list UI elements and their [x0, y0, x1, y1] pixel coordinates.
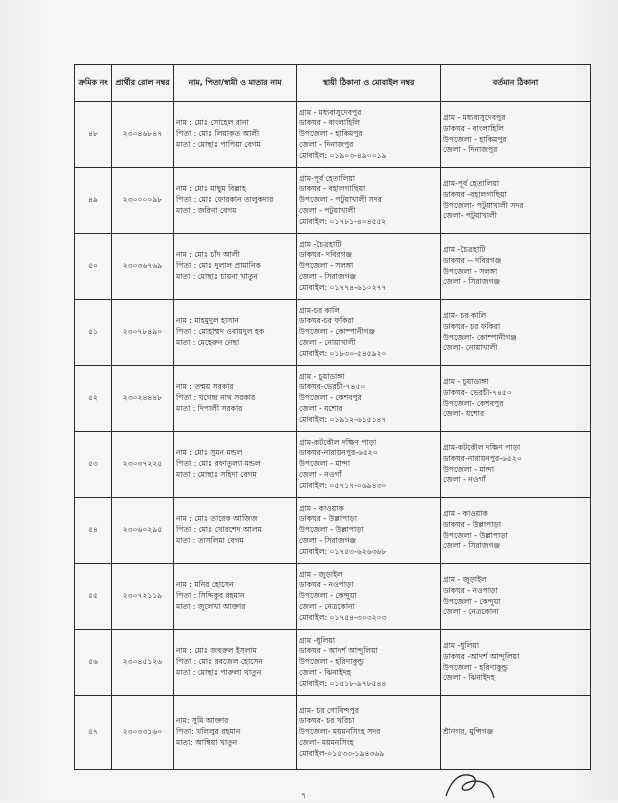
roll-cell: ২৩০৩৩১৬০	[112, 696, 174, 770]
current-address-cell	[441, 234, 591, 300]
text-line: পিতা : খগেন্দ্র নাথ সরকার	[176, 393, 256, 403]
name-cell	[174, 366, 297, 432]
text-line: নাম : মাহমুদুল হাসান	[176, 316, 239, 326]
permanent-address-cell	[297, 234, 441, 300]
name-cell	[174, 696, 297, 770]
text-line: নাম : মনির হোসেন	[176, 580, 234, 590]
text-line: ডাকঘর -বহালগাছিয়া	[443, 189, 507, 199]
text-line: জেলা - যশোর	[299, 403, 343, 413]
text-line: মোবাইল: ০৫৭১৭-০৬৯৪৩০	[299, 480, 387, 490]
permanent-address-cell	[297, 168, 441, 234]
text-line: জেলা- পটুয়াখালী	[443, 211, 497, 221]
text-line: জেলা- ময়মনসিংহ	[299, 737, 354, 747]
text-line: জেলা - পটুয়াখালী	[299, 205, 356, 215]
name-cell	[174, 630, 297, 696]
page-number: ৭	[301, 791, 307, 800]
table-row	[75, 630, 591, 696]
text-line: উপজেলা - উল্লাপাড়া	[299, 525, 364, 535]
text-line: ডাকঘর- ভেরচী-৭৪৫০	[443, 387, 512, 397]
text-line: উপজেলা - উল্লাপাড়া	[443, 530, 508, 540]
text-line: গ্রাম - কাওয়াক	[299, 503, 344, 513]
text-line: গ্রাম -ধুলিয়া	[443, 640, 480, 650]
text-line: মাতা : মোছাঃ পাপিয়া বেগম	[176, 139, 261, 149]
text-line: মোবাইল: ০১৭৫৪-৩০৩২০৩	[299, 612, 387, 622]
text-line: উপজেলা- ময়মনসিংহ সদর	[299, 727, 381, 737]
candidate-table	[74, 64, 591, 770]
text-line: জেলা - নওগাঁ	[443, 475, 486, 485]
serial-cell: ৫৭	[75, 696, 112, 770]
text-line: উপজেলা - মান্দা	[443, 464, 495, 474]
text-line: মাতা : তাসলিমা বেগম	[176, 535, 244, 545]
text-line: ডাকঘর - উল্লাপাড়া	[299, 514, 358, 524]
text-line: জেলা - ঝিনাইদহ	[443, 673, 495, 683]
text-line: নাম: সুমি আক্তার	[176, 716, 229, 726]
serial-cell: ৫৪	[75, 498, 112, 564]
text-line: গ্রাম - জুড়াইল	[299, 569, 343, 579]
name-cell	[174, 498, 297, 564]
text-line: উপজেলা - কেন্দুয়া	[299, 591, 357, 601]
text-line: নাম : তন্ময় সরকার	[176, 382, 234, 392]
text-line: নাম : মোঃ তারেক আজিজ	[176, 514, 258, 524]
text-line: উপজেলা - মান্দা	[299, 459, 351, 469]
header-roll: প্রার্থীর রোল নম্বর	[112, 65, 174, 102]
text-line: মাতা : মোছাঃ সহিদা বেগম	[176, 469, 257, 479]
current-address-cell	[441, 432, 591, 498]
text-line: উপজেলা - হরিণাকুন্ডু	[443, 662, 508, 672]
permanent-address-cell	[297, 498, 441, 564]
name-cell	[174, 234, 297, 300]
serial-cell: ৪৮	[75, 102, 112, 168]
name-cell	[174, 432, 297, 498]
text-line: মোবাইল: ০১৮৩০-৫৪৫৯২০	[299, 348, 387, 358]
text-line: নাম : মোঃ জহুরুল ইসলাম	[176, 646, 257, 656]
roll-cell: ২৩০৪৬৮৪৭	[112, 102, 174, 168]
name-cell	[174, 102, 297, 168]
header-current-address: বর্তমান ঠিকানা	[441, 65, 591, 102]
current-address-cell	[441, 696, 591, 770]
text-line: ডাকঘর - নওপাড়া	[443, 585, 498, 595]
text-line: উপজেলা - কেশবপুর	[299, 393, 362, 403]
table-row	[75, 564, 591, 630]
permanent-address-cell	[297, 564, 441, 630]
text-line: পিতা : মোঃ রফাতুল্যা মন্ডল	[176, 459, 261, 469]
text-line: পিতা : মোঃ লিয়াকত আলী	[176, 129, 260, 139]
text-line: মোবাইল: ০১৯১২-৬১৫১৪৭	[299, 414, 387, 424]
permanent-address-cell	[297, 696, 441, 770]
text-line: ডাকঘর - বহালগাছিয়া	[299, 184, 366, 194]
table-row	[75, 498, 591, 564]
current-address-cell	[441, 300, 591, 366]
text-line: উপজেলা - সলঙ্গা	[299, 261, 354, 271]
roll-cell: ২৩০৩৬৭৬৯	[112, 234, 174, 300]
serial-cell: ৫৩	[75, 432, 112, 498]
text-line: গ্রাম -ধুলিয়া	[299, 635, 336, 645]
permanent-address-cell	[297, 432, 441, 498]
text-line: নাম : মোঃ সুমন মন্ডল	[176, 448, 243, 458]
text-line: ডাকঘর-চর ফকিরা	[299, 316, 354, 326]
roll-cell: ২৩০৩৭২২৫	[112, 432, 174, 498]
table-row	[75, 432, 591, 498]
text-line: মোবাইল: ০১৭৫৩-৬২৬৩৬৮	[299, 546, 387, 556]
text-line: মোবাইল: ০১৭৭৪-৬১০২৭৭	[299, 282, 387, 292]
text-line: জেলা - সিরাজগঞ্জ	[299, 535, 357, 545]
text-line: ডাকঘর-নারায়নপুর-৬৫২০	[443, 453, 522, 463]
name-cell	[174, 300, 297, 366]
text-line: উপজেলা - কেন্দুয়া	[443, 596, 501, 606]
table-row	[75, 102, 591, 168]
text-line: উপজেলা - হাকিমপুর	[443, 134, 507, 144]
text-line: গ্রাম- চর গোবিন্দপুর	[299, 705, 360, 715]
text-line: ডাকঘর- দবিরগঞ্জ	[299, 250, 353, 260]
serial-cell: ৫৫	[75, 564, 112, 630]
text-line: পিতা : মোঃ ফোরকান তালুকদার	[176, 195, 274, 205]
text-line: মাতা : জুলেখা আক্তার	[176, 601, 246, 611]
text-line: ডাকঘর- চর খরিচা	[299, 716, 355, 726]
header-serial: ক্রমিক নং	[75, 65, 112, 102]
text-line: জেলা - নোয়াখালী	[299, 337, 356, 347]
text-line: জেলা - দিনাজপুর	[443, 145, 498, 155]
text-line: জেলা - নেত্রকোনা	[443, 607, 499, 617]
text-line: জেলা - ঝিনাইদহ	[299, 667, 351, 677]
text-line: পিতা : মোহাম্মদ ওবায়দুল হক	[176, 327, 265, 337]
current-address-cell	[441, 168, 591, 234]
text-line: ডাকঘর-নারায়নপুর-৬৫২০	[299, 448, 378, 458]
roll-cell: ২৩০৬০২৯৫	[112, 498, 174, 564]
current-address-cell	[441, 102, 591, 168]
text-line: জেলা - নেত্রকোনা	[299, 601, 355, 611]
text-line: ডাকঘর - উল্লাপাড়া	[443, 519, 502, 529]
text-line: মোবাইল: ০১৫১৮-৯৭৮৫৪৪	[299, 678, 387, 688]
roll-cell: ২৩০৭৮৪৯০	[112, 300, 174, 366]
text-line: মাতা : জরিনা বেগম	[176, 205, 237, 215]
text-line: পিতা : মোঃ খোরশেদ আলম	[176, 525, 262, 535]
text-line: গ্রাম -চৈত্রহাটি	[443, 244, 486, 254]
text-line: পিতা : মোঃ দুলাল প্রামানিক	[176, 261, 261, 271]
text-line: মাতা : মোছাঃ চায়না খাতুন	[176, 271, 258, 281]
name-cell	[174, 168, 297, 234]
text-line: গ্রাম - মধ্যবাসুদেবপুর	[299, 107, 362, 117]
table-row	[75, 366, 591, 432]
text-line: পিতা : মোঃ রবজেল হোসেন	[176, 657, 263, 667]
text-line: গ্রাম - চুয়াডাঙ্গা	[299, 371, 345, 381]
header-permanent-address: স্থায়ী ঠিকানা ও মোবাইল নম্বর	[297, 65, 441, 102]
text-line: পিতা: খলিলুর রহমান	[176, 727, 241, 737]
text-line: ডাকঘর -আদর্শ আন্দুলিয়া	[443, 651, 520, 661]
text-line: উপজেলা - সলঙ্গা	[443, 266, 498, 276]
roll-cell: ২৩০০০০৯৮	[112, 168, 174, 234]
header-name: নাম, পিতা/স্বামী ও মাতার নাম	[174, 65, 297, 102]
text-line: মাতা : দিপালী সরকার	[176, 403, 243, 413]
current-address-cell	[441, 630, 591, 696]
text-line: গ্রাম- চর কালি	[443, 310, 487, 320]
text-line: মাতা : মেহেরুন নেছা	[176, 337, 240, 347]
current-address-cell	[441, 366, 591, 432]
text-line: মোবাইল: ০১৭৮১-৪০৪৫৫২	[299, 216, 387, 226]
text-line: মাতা: আম্বিয়া খাতুন	[176, 737, 238, 747]
signature	[442, 768, 496, 800]
text-line: গ্রাম-কটকৌল দক্ষিণ পাড়া	[299, 437, 377, 447]
table-row	[75, 168, 591, 234]
text-line: জেলা - নওগাঁ	[299, 469, 342, 479]
text-line: গ্রাম-চর কালি	[299, 305, 340, 315]
text-line: গ্রাম -চৈত্রহাটি	[299, 239, 342, 249]
roll-cell: ২৩০২৪৪৪৮	[112, 366, 174, 432]
current-address-cell	[441, 498, 591, 564]
roll-cell: ২৩০৪৫১২৬	[112, 630, 174, 696]
table-row	[75, 696, 591, 770]
text-line: ডাকঘর -- দবিরগঞ্জ	[443, 255, 502, 265]
text-line: নাম : মোঃ মাছুম বিল্লাহ	[176, 184, 246, 194]
text-line: উপজেলা - হাকিমপুর	[299, 129, 363, 139]
text-line: জেলা - সিরাজগঞ্জ	[299, 271, 357, 281]
text-line: জেলা - সিরাজগঞ্জ	[443, 277, 501, 287]
text-line: গ্রাম - কাওয়াক	[443, 508, 488, 518]
text-line: উপজেলা- কেশবপুর	[443, 398, 504, 408]
text-line: গ্রাম-পূর্ব হেতালিয়া	[299, 173, 356, 183]
text-line: জেলা - দিনাজপুর	[299, 139, 354, 149]
text-line: ডাকঘর-ভেরচী-৭৪৫০	[299, 382, 366, 392]
text-line: গ্রাম-কটকৌল দক্ষিণ পাড়া	[443, 442, 521, 452]
text-line: উপজেলা - হরিণাকুন্ডু	[299, 657, 364, 667]
text-line: মোবাইল-০১৫৩৩-১৯৪৩৬৯	[299, 748, 385, 758]
serial-cell: ৪৯	[75, 168, 112, 234]
text-line: গ্রাম-পূর্ব হেতালিয়া	[443, 178, 500, 188]
text-line: গ্রাম - চুয়াডাঙ্গা	[443, 376, 489, 386]
serial-cell: ৫০	[75, 234, 112, 300]
text-line: ডাকঘর- চর ফকিরা	[443, 321, 501, 331]
serial-cell: ৫২	[75, 366, 112, 432]
serial-cell: ৫৬	[75, 630, 112, 696]
text-line: মাতা : মোছাঃ পারুলা খাতুন	[176, 667, 262, 677]
text-line: নাম : মোঃ চাঁদ আলী	[176, 250, 240, 260]
serial-cell: ৫১	[75, 300, 112, 366]
text-line: নাম : মোঃ সোহেল রানা	[176, 118, 249, 128]
text-line: গ্রাম - মধ্যবাসুদেবপুর	[443, 112, 506, 122]
current-address-cell	[441, 564, 591, 630]
text-line: ডাকঘর - বাংলাহিলি	[443, 123, 505, 133]
permanent-address-cell	[297, 630, 441, 696]
text-line: জেলা- যশোর	[443, 409, 485, 419]
table-row	[75, 234, 591, 300]
text-line: জেলা - সিরাজগঞ্জ	[443, 541, 501, 551]
text-line: উপজেলা - পটুয়াখালী সদর	[299, 195, 382, 205]
permanent-address-cell	[297, 366, 441, 432]
text-line: ডাকঘর - নওপাড়া	[299, 580, 354, 590]
text-line: উপজেলা - কোম্পানীগঞ্জ	[299, 327, 376, 337]
permanent-address-cell	[297, 300, 441, 366]
roll-cell: ২৩০৭২১১৯	[112, 564, 174, 630]
text-line: ডাকঘর - বাংলাহিলি	[299, 118, 361, 128]
text-line: গ্রাম - জুড়াইল	[443, 574, 487, 584]
text-line: উপজেলা- পটুয়াখালী সদর	[443, 200, 524, 210]
text-line: উপজেলা- কোম্পানীগঞ্জ	[443, 332, 517, 342]
name-cell	[174, 564, 297, 630]
permanent-address-cell	[297, 102, 441, 168]
table-row	[75, 300, 591, 366]
text-line: ডাকঘর - আদর্শ আন্দুলিয়া	[299, 646, 378, 656]
text-line: পিতা : সিদ্দিকুর রহমান	[176, 591, 245, 601]
text-line: জেলা- নোয়াখালী	[443, 343, 498, 353]
table-header-row	[75, 65, 591, 102]
text-line: মোবাইল: ০১৯০৩-৪৯০০১৯	[299, 150, 387, 160]
text-line: শ্রীনগর, মুন্সিগঞ্জ	[443, 727, 494, 737]
